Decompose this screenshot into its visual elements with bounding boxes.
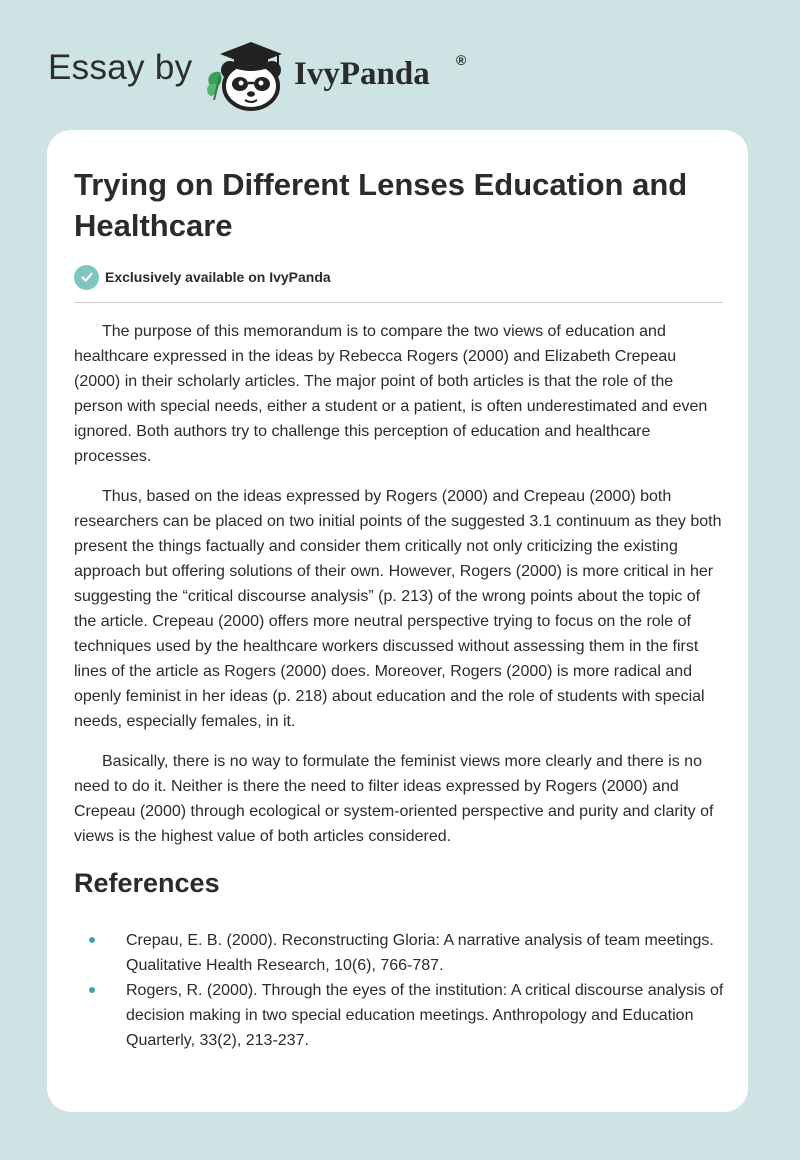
bullet-icon [89,937,95,943]
references-list [74,928,726,1053]
article-card [47,130,748,1112]
reference-item [74,928,726,978]
references-heading: References [74,868,220,898]
article-title: Trying on Different Lenses Education and Healthcare [74,167,688,243]
paragraph: The purpose of this memorandum is to compare the two views of education and healthcare expressed in the ideas by Rebecca Rogers (2000) and Elizabeth Crepeau (2000) in their scholarly articles. The major point of both articles is that the role of the person with special needs, either a student or a patient, is often underestimated and even ignored. Both authors try to challenge this perception of education and healthcare processes. [74,323,708,465]
badge-text: Exclusively available on IvyPanda [105,269,331,285]
exclusive-badge [74,264,331,290]
reference-item [74,978,726,1053]
reference-text: Rogers, R. (2000). Through the eyes of the institution: A critical discourse analysis of decision making in two special education meetings. Anthropology and Education Quarterly, 33(2), 213-237. [126,982,724,1049]
brand-name: IvyPanda [294,56,430,92]
reference-text: Crepau, E. B. (2000). Reconstructing Gloria: A narrative analysis of team meetings. Qualitative Health Research, 10(6), 766-787. [126,932,714,974]
check-icon [74,265,99,290]
panda-logo-icon [200,36,296,112]
paragraph: Thus, based on the ideas expressed by Rogers (2000) and Crepeau (2000) both researchers can be placed on two initial points of the suggested 3.1 continuum as they both present the things factually and consider them critically not only criticizing the existing approach but offering solutions of their own. However, Rogers (2000) is more critical in her suggesting the “critical discourse analysis” (p. 213) of the wrong points about the topic of the article. Crepeau (2000) offers more neutral perspective trying to focus on the role of techniques used by the healthcare workers discussed without assessing them in the first lines of the article as Rogers (2000) does. Moreover, Rogers (2000) is more radical and openly feminist in her ideas (p. 218) about education and the role of students with special needs, especially females, in it. [74,488,722,730]
divider [74,302,723,303]
article-body [74,319,724,864]
site-header-brand[interactable] [48,36,508,116]
registered-mark: ® [456,52,467,68]
bullet-icon [89,987,95,993]
paragraph: Basically, there is no way to formulate the feminist views more clearly and there is no need to do it. Neither is there the need to filter ideas expressed by Rogers (2000) and Crepeau (2000) through ecological or system-oriented perspective and purity and clarity of views is the highest value of both articles considered. [74,753,714,845]
brand-prefix: Essay by [48,48,193,87]
